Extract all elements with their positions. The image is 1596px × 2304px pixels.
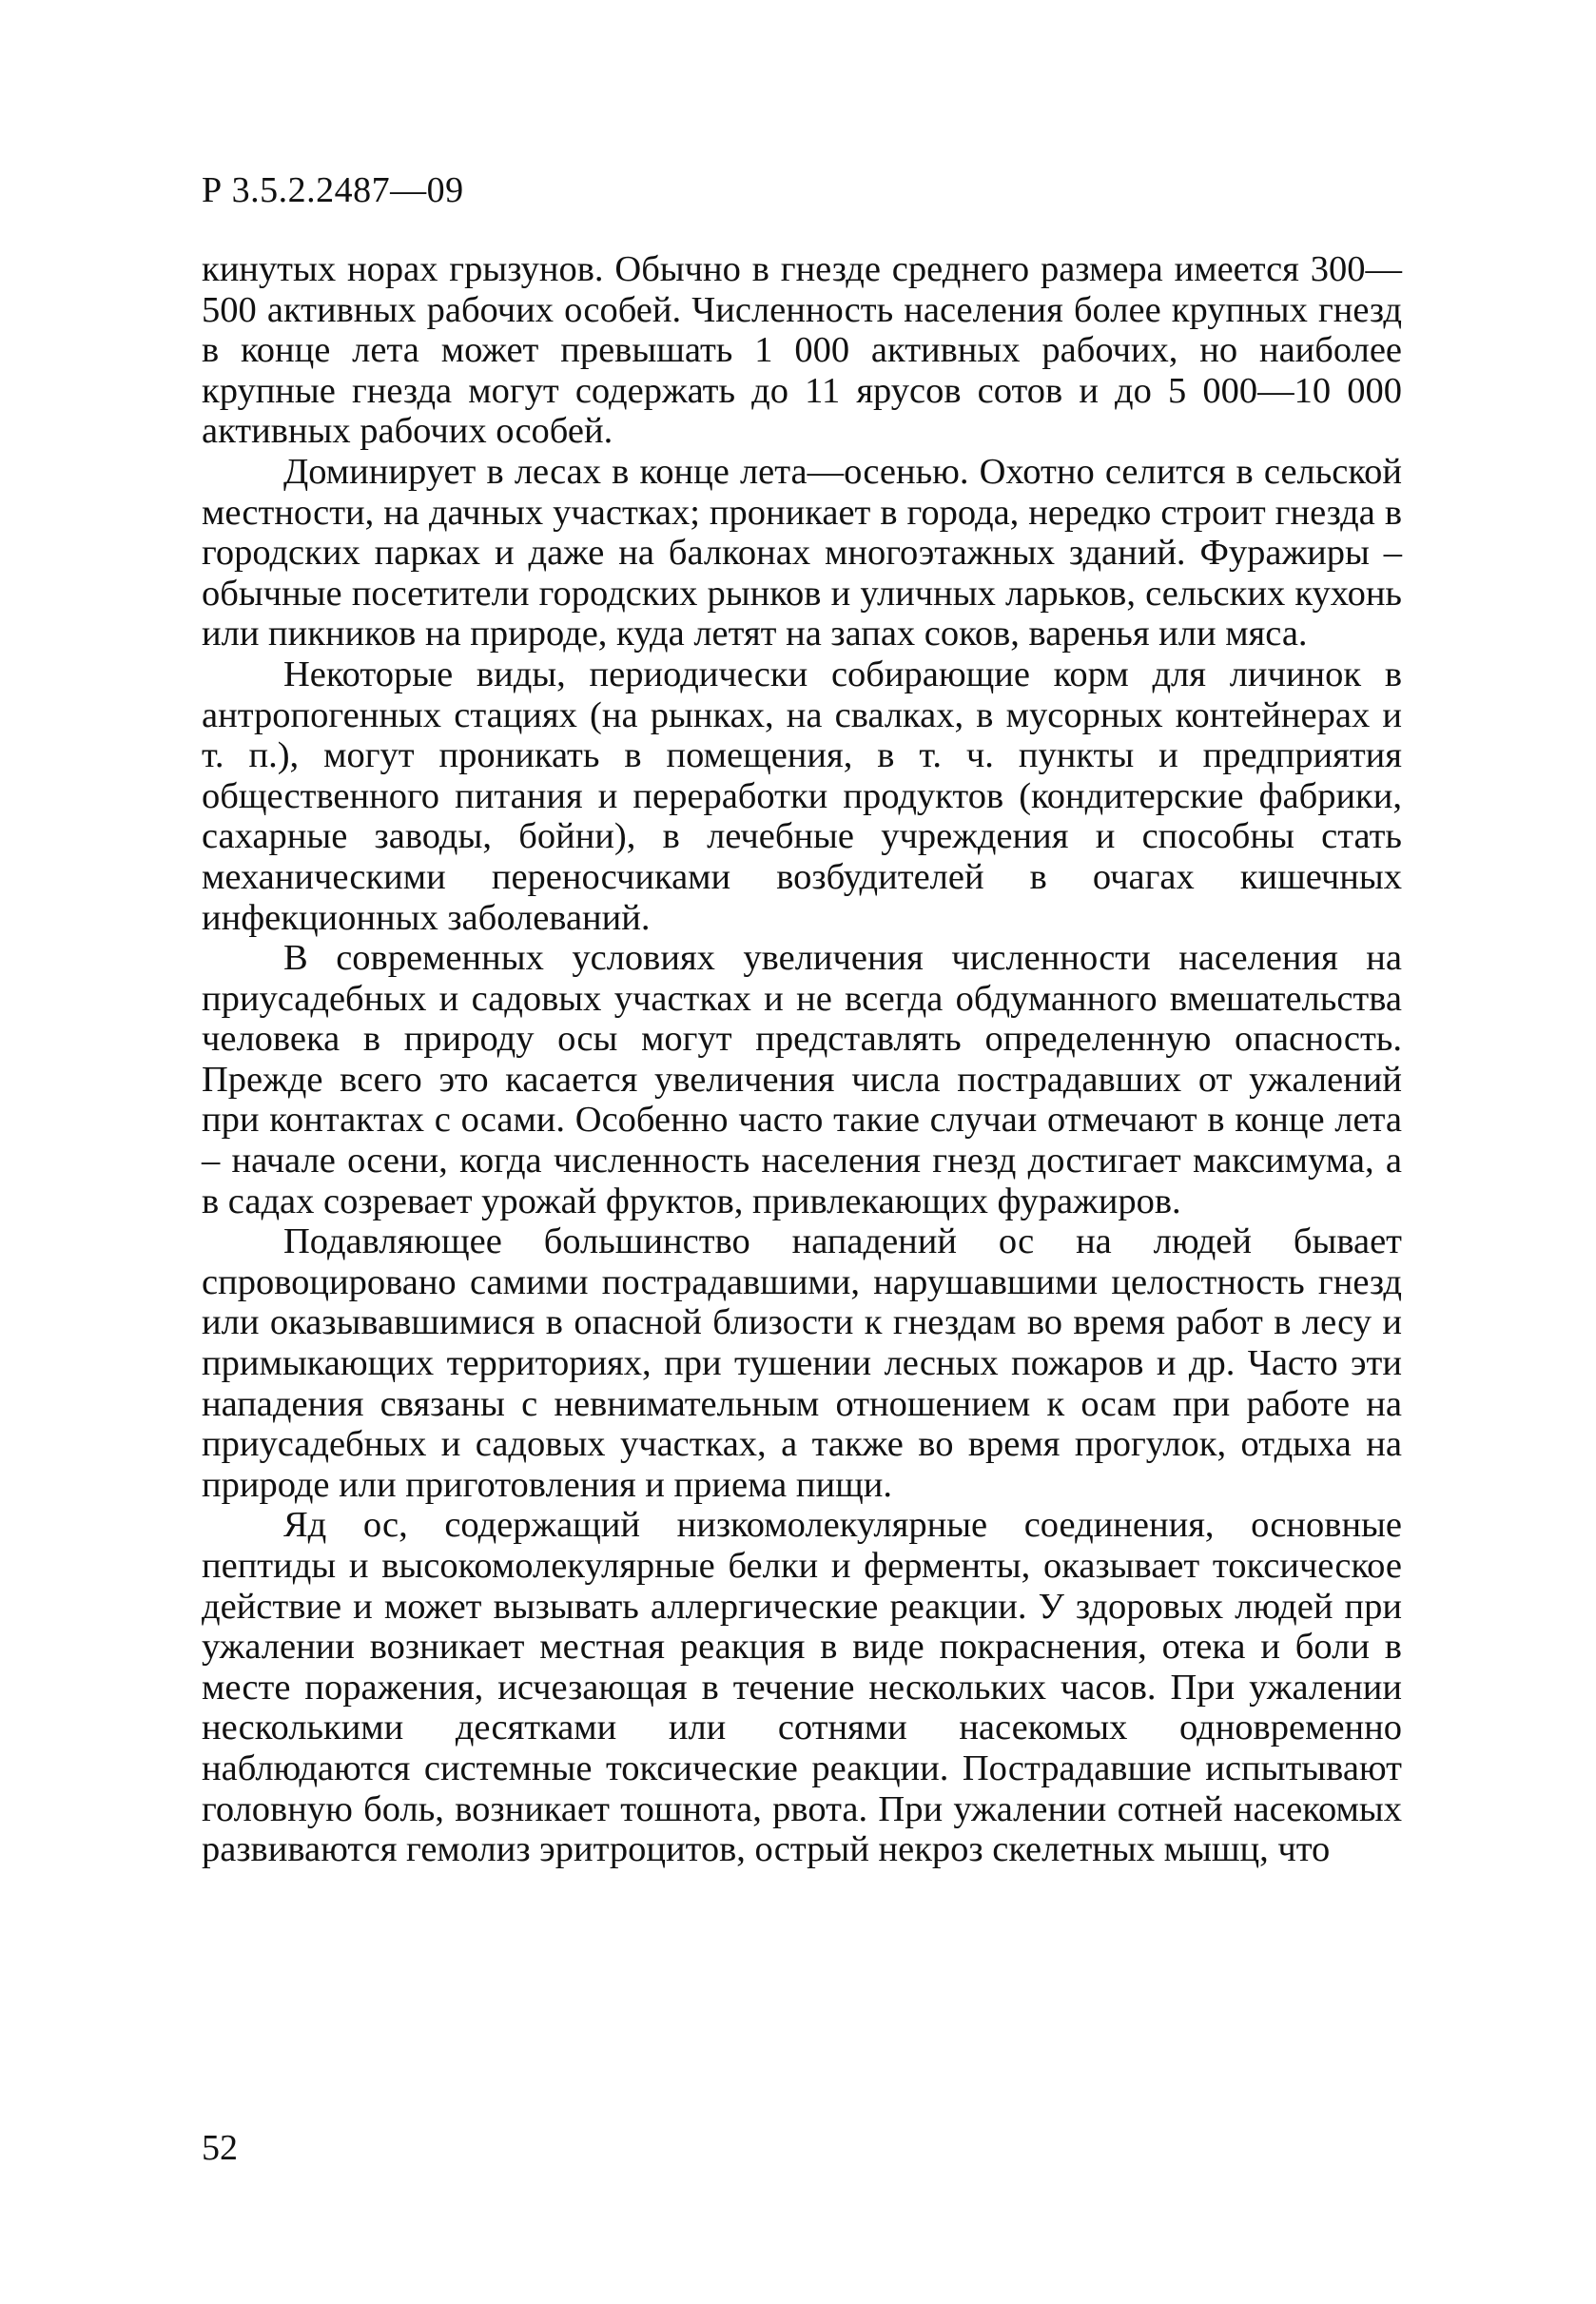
- paragraph-continued: кинутых норах грызунов. Обычно в гнезде среднего размера имеется 300—500 активных рабочих особей. Численность населения более крупных гнезд в конце лета может превышать 1 000 активных рабочих, но наиболее крупные гнезда могут содержать до 11 ярусов сотов и до 5 000—10 000 активных рабочих особей.: [202, 249, 1402, 452]
- paragraph: В современных условиях увеличения численности населения на приусадебных и садовых участках и не всегда обдуманного вмешательства человека в природу осы могут представлять определенную опасность. Прежде всего это касается увеличения числа пострадавших от ужалений при контактах с осами. Особенно часто такие случаи отмечают в конце лета – начале осени, когда численность населения гнезд достигает максимума, а в садах созревает урожай фруктов, привлекающих фуражиров.: [202, 938, 1402, 1221]
- paragraph: Подавляющее большинство нападений ос на людей бывает спровоцировано самими пострадавшими, нарушавшими целостность гнезд или оказывавшимися в опасной близости к гнездам во время работ в лесу и примыкающих территориях, при тушении лесных пожаров и др. Часто эти нападения связаны с невнимательным отношением к осам при работе на приусадебных и садовых участках, а также во время прогулок, отдыха на природе или приготовления и приема пищи.: [202, 1221, 1402, 1505]
- page-number: 52: [202, 2128, 238, 2168]
- paragraph: Яд ос, содержащий низкомолекулярные соединения, основные пептиды и высокомолекулярные белки и ферменты, оказывает токсическое действие и может вызывать аллергические реакции. У здоровых людей при ужалении возникает местная реакция в виде покраснения, отека и боли в месте поражения, исчезающая в течение нескольких часов. При ужалении несколькими десятками или сотнями насекомых одновременно наблюдаются системные токсические реакции. Пострадавшие испытывают головную боль, возникает тошнота, рвота. При ужалении сотней насекомых развиваются гемолиз эритроцитов, острый некроз скелетных мышц, что: [202, 1505, 1402, 1870]
- document-code-header: Р 3.5.2.2487—09: [202, 170, 464, 210]
- body-text: [202, 249, 1402, 1870]
- paragraph: Доминирует в лесах в конце лета—осенью. Охотно селится в сельской местности, на дачных участках; проникает в города, нередко строит гнезда в городских парках и даже на балконах многоэтажных зданий. Фуражиры – обычные посетители городских рынков и уличных ларьков, сельских кухонь или пикников на природе, куда летят на запах соков, варенья или мяса.: [202, 451, 1402, 654]
- paragraph: Некоторые виды, периодически собирающие корм для личинок в антропогенных стациях (на рынках, на свалках, в мусорных контейнерах и т. п.), могут проникать в помещения, в т. ч. пункты и предприятия общественного питания и переработки продуктов (кондитерские фабрики, сахарные заводы, бойни), в лечебные учреждения и способны стать механическими переносчиками возбудителей в очагах кишечных инфекционных заболеваний.: [202, 654, 1402, 938]
